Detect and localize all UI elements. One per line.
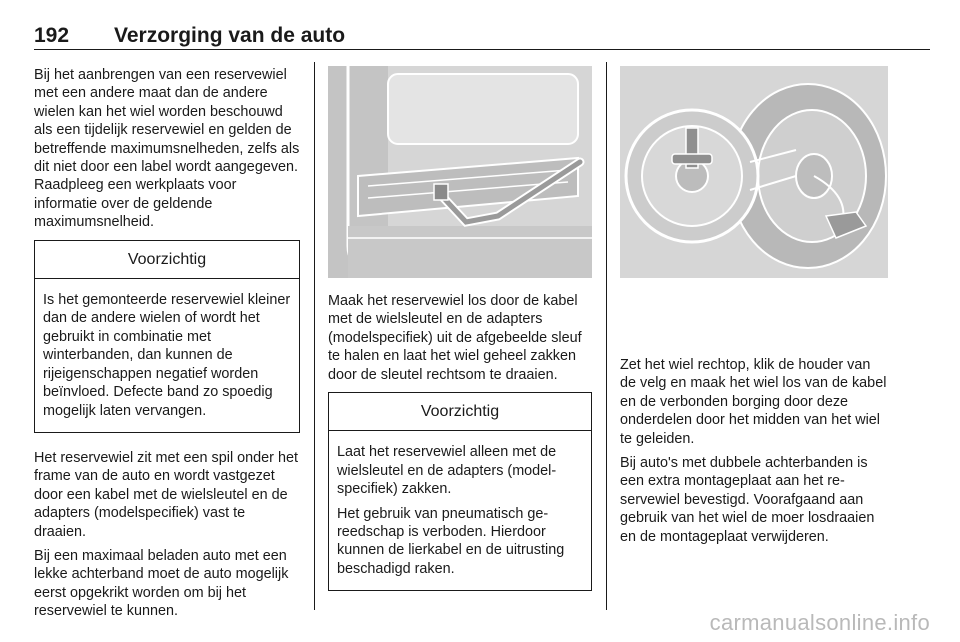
column-1 [34, 66, 300, 627]
column-2 [328, 66, 592, 607]
caution-text: Is het gemonteerde reservewiel kleiner dan de andere wielen of wordt het gebruikt in combinatie met winterbanden, dan kunnen de rijeigenschappen negatief worden beïnvloed. Defecte band zo spoedig mogelijk laten vervangen. [43, 292, 291, 419]
paragraph: Bij het aanbrengen van een reservewiel met een andere maat dan de andere wielen kan het wiel worden beschouwd als een tijdelijk reservewiel en gelden de betreffende maximumsnelheden, zelfs als dit niet door een label wordt aangegeven. Raadpleeg een werkplaats voor informatie over de geldende maximumsnelheid. [34, 67, 300, 231]
page-number: 192 [34, 24, 70, 47]
caution-text: Het gebruik van pneumatisch gereedschap is verboden. Hierdoor kunnen de lierkabel en de uitrusting beschadigd raken. [337, 505, 565, 577]
paragraph: Bij een maximaal beladen auto met een lekke achterband moet de auto mogelijk eerst opgekrikt worden om bij het reservewiel te kunnen. [34, 547, 289, 620]
caution-box [34, 240, 300, 433]
column-3 [620, 66, 888, 552]
caution-title: Voorzichtig [35, 241, 299, 279]
paragraph: Zet het wiel rechtop, klik de houder van de velg en maak het wiel los van de kabel en de verbonden borging door deze onderdelen door het midden van het wiel te geleiden. [620, 357, 887, 447]
column-divider-1 [314, 62, 315, 610]
paragraph: Bij auto's met dubbele achterbanden is een extra montageplaat aan het reservewiel bevestigd. Voorafgaand aan gebruik van het wiel de moer losdraaien en de montageplaat verwijderen. [620, 455, 875, 545]
illustration-wheel-wrench [328, 66, 592, 278]
caution-body [329, 431, 591, 590]
caution-text: Laat het reservewiel alleen met de wielsleutel en de adapters (modelspecifiek) zakken. [337, 444, 557, 498]
wheel-wrench-illustration [328, 66, 592, 278]
caution-title: Voorzichtig [329, 393, 591, 431]
paragraph: Maak het reservewiel los door de kabel met de wielsleutel en de adapters (modelspecifiek) uit de afgebeelde sleuf te halen en laat het wiel geheel zakken door de sleutel rechtsom te draaien. [328, 293, 582, 383]
illustration-spare-wheel [620, 66, 888, 278]
spare-wheel-illustration [620, 66, 888, 278]
column-divider-2 [606, 62, 607, 610]
watermark: carmanualsonline.info [709, 610, 930, 635]
chapter-title: Verzorging van de auto [114, 24, 346, 47]
caution-body [35, 279, 299, 432]
caution-box [328, 392, 592, 591]
paragraph: Het reservewiel zit met een spil onder het frame van de auto en wordt vastgezet door een kabel met de wielsleutel en de adapters (modelspecifiek) vast te draaien. [34, 449, 298, 540]
page-header [34, 20, 930, 50]
